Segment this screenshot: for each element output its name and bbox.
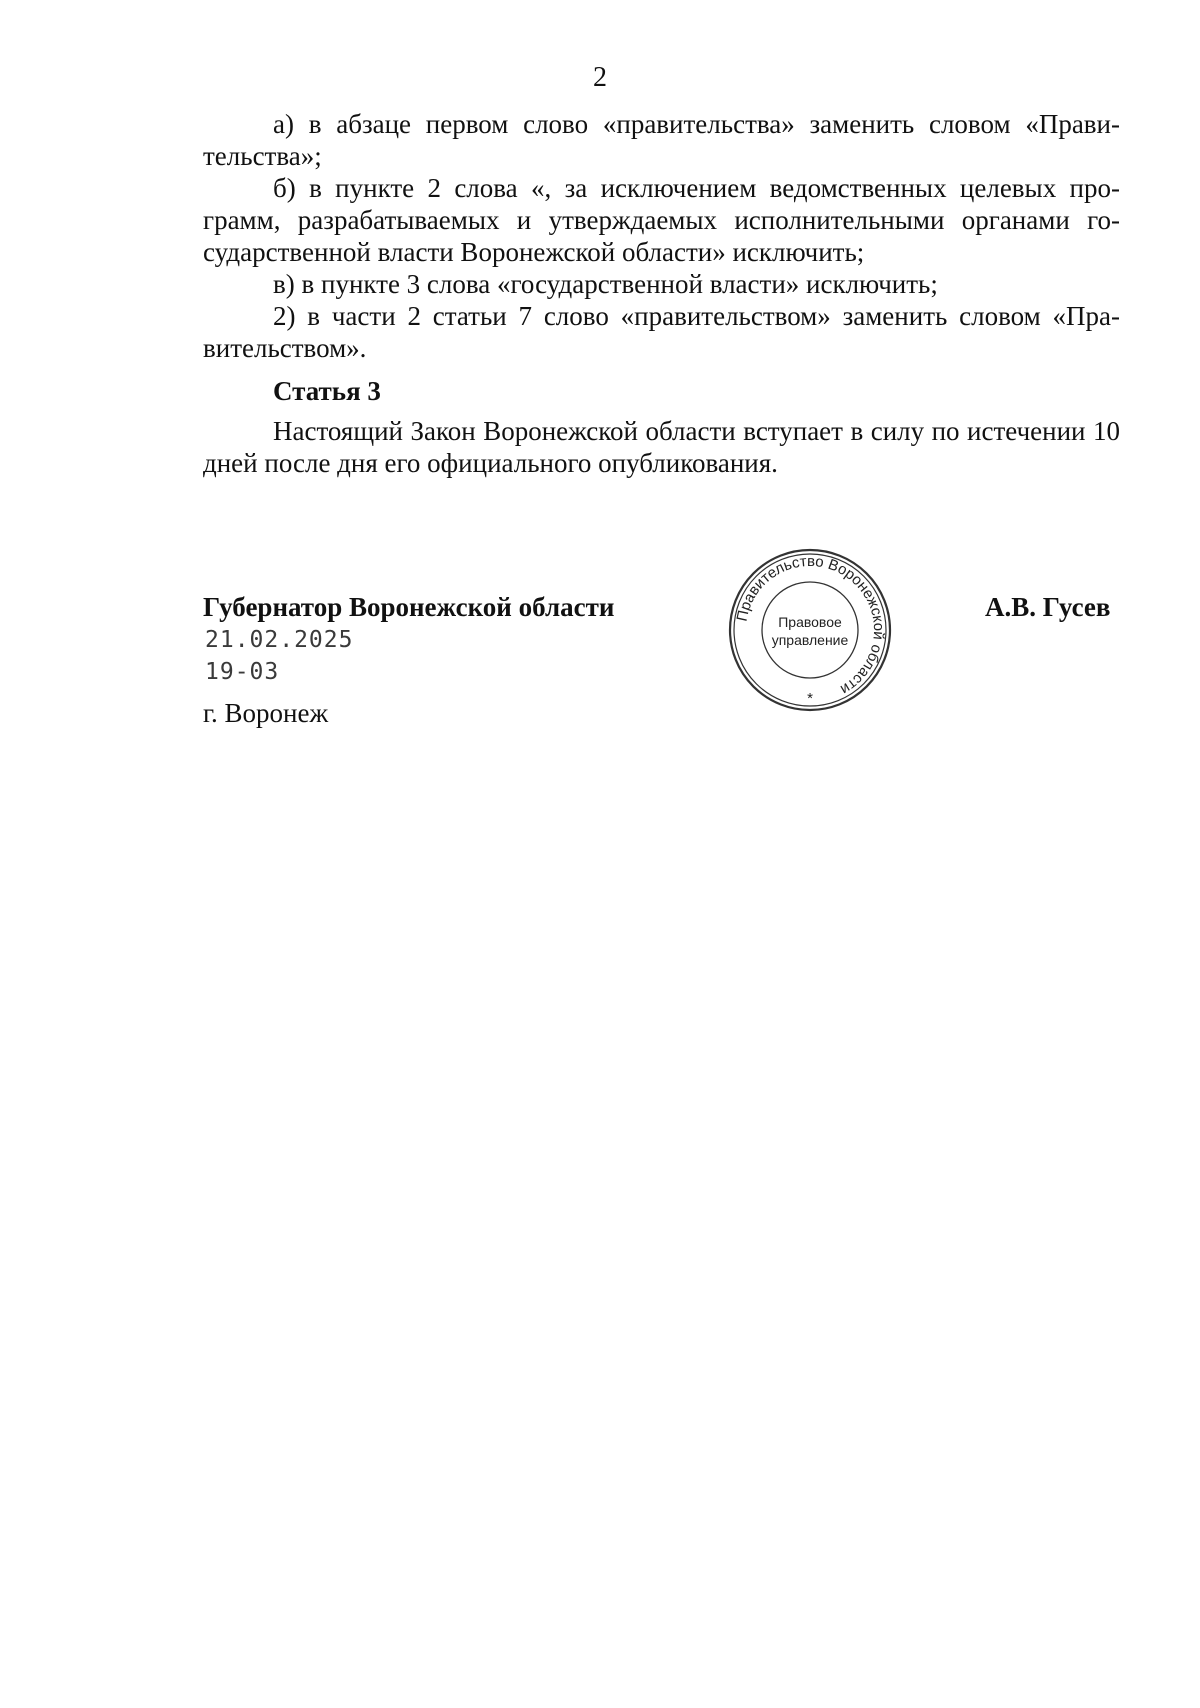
document-body: [203, 108, 1120, 479]
official-seal-stamp: [727, 547, 893, 713]
place-of-signing: г. Воронеж: [203, 698, 329, 728]
paragraph-a: а) в абзаце первом слово «правительства» заменить словом «Правительства»;: [203, 109, 1120, 171]
paragraph-c: в) в пункте 3 слова «государственной власти» исключить;: [273, 269, 938, 299]
signer-title: Губернатор Воронежской области: [203, 592, 615, 622]
registration-date: 21.02.2025: [205, 627, 354, 653]
signer-name: А.В. Гусев: [985, 592, 1111, 622]
article-text: Настоящий Закон Воронежской области вступает в силу по истечении 10 дней после дня его официального опубликования.: [203, 416, 1120, 478]
seal-star-icon: *: [807, 690, 813, 707]
article-heading: Статья 3: [273, 376, 381, 406]
registration-number: 19-03: [205, 659, 280, 685]
page-number: 2: [593, 62, 607, 93]
seal-inner-line1: Правовое: [778, 614, 842, 630]
paragraph-b: б) в пункте 2 слова «, за исключением ведомственных целевых программ, разрабатываемых и утверждаемых исполнительными органами государственной власти Воронежской области» исключить;: [203, 173, 1120, 267]
paragraph-2: 2) в части 2 статьи 7 слово «правительством» заменить словом «Правительством».: [203, 301, 1120, 363]
seal-outer-text: Правительство Воронежской области: [733, 552, 888, 699]
seal-inner-line2: управление: [771, 632, 849, 648]
